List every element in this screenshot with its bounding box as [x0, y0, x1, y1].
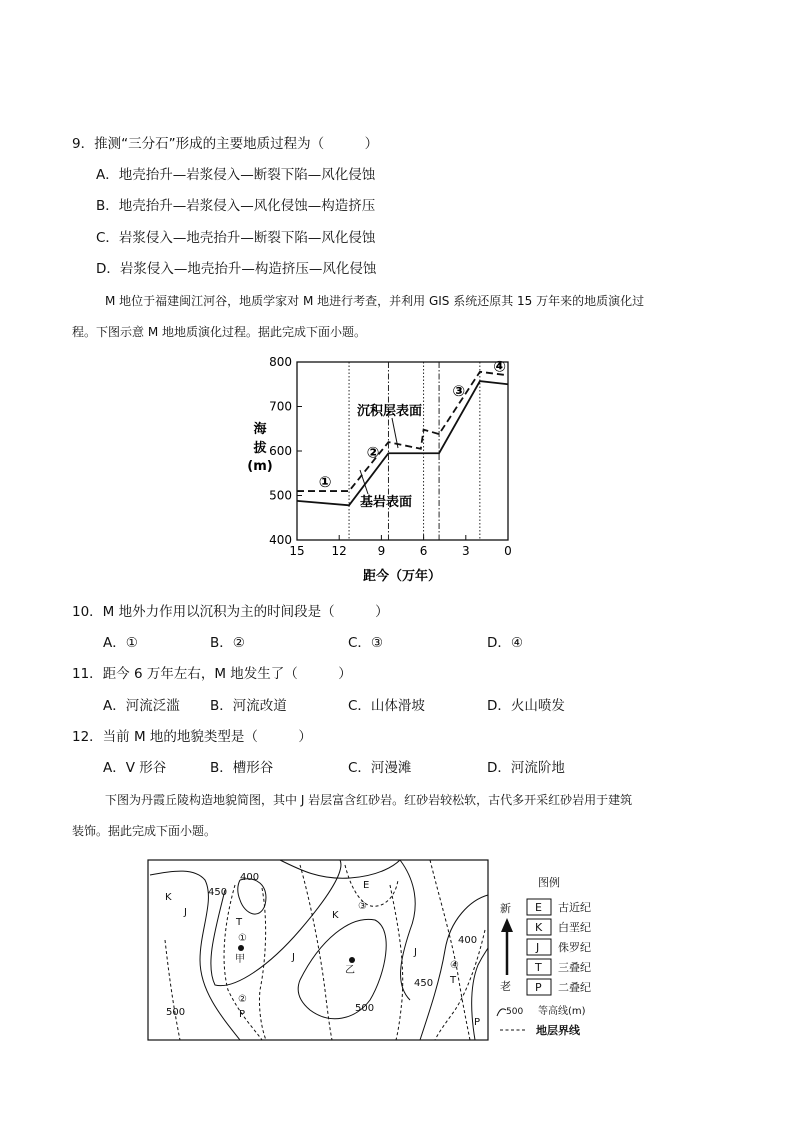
q10-option-b: B．②	[210, 635, 245, 651]
legend-contour-sample	[497, 1009, 506, 1016]
svg-text:J: J	[536, 941, 540, 954]
contour-line	[211, 860, 341, 986]
legend-row-p	[527, 979, 591, 995]
x-tick-label: 0	[504, 544, 512, 558]
layer-label-k-west: K	[165, 892, 172, 903]
svg-text:二叠纪: 二叠纪	[558, 981, 591, 994]
x-tick-label: 6	[419, 544, 428, 558]
stage-marker: ③	[452, 381, 466, 400]
contour-label-400-east: 400	[458, 935, 478, 946]
map-legend	[497, 875, 591, 1037]
svg-text:白垩纪: 白垩纪	[558, 921, 591, 934]
q9-option-c: C．岩浆侵入—地壳抬升—断裂下陷—风化侵蚀	[96, 230, 376, 246]
layer-label-k-center: K	[332, 910, 339, 921]
q10-stem: 10．M 地外力作用以沉积为主的时间段是（ ）	[72, 604, 389, 620]
contour-label-400-west: 400	[240, 872, 260, 883]
contour-line	[238, 879, 266, 914]
q10-option-c: C．③	[348, 635, 384, 651]
q12-stem: 12．当前 M 地的地貌类型是（ ）	[72, 729, 312, 745]
y-axis-label-2: 拔	[253, 441, 267, 456]
point-jia-marker	[238, 945, 244, 951]
q9-option-d: D．岩浆侵入—地壳抬升—构造挤压—风化侵蚀	[96, 261, 377, 277]
contour-label-450-west: 450	[208, 887, 228, 898]
place-label-jia: 甲	[235, 954, 245, 965]
y-axis-label-1: 海	[253, 422, 267, 437]
stratum-boundary	[390, 885, 403, 1040]
q10-option-d: D．④	[487, 635, 523, 651]
x-tick-label: 15	[289, 544, 305, 558]
layer-label-j-middle: J	[292, 952, 295, 963]
layer-label-p-east: P	[474, 1017, 481, 1028]
point-label-4: ④	[450, 960, 459, 971]
q9-stem: 9．推测“三分石”形成的主要地质过程为（ ）	[72, 136, 379, 152]
passage1-line2: 程。下图示意 M 地地质演化过程。据此完成下面小题。	[72, 325, 366, 339]
legend-boundary-name: 地层界线	[536, 1024, 580, 1037]
contour-label-500-center: 500	[355, 1003, 375, 1014]
stage-marker: ②	[366, 443, 380, 462]
legend-old: 老	[500, 980, 511, 993]
layer-label-j-east: J	[414, 947, 417, 958]
legend-row-k	[527, 919, 591, 935]
point-label-1: ①	[238, 933, 247, 944]
layer-label-j-west: J	[184, 907, 187, 918]
y-tick-label: 700	[269, 399, 292, 414]
passage2-line2: 装饰。据此完成下面小题。	[72, 824, 217, 838]
x-axis-title: 距今（万年）	[362, 569, 442, 584]
q11-option-a: A．河流泛滥	[103, 698, 180, 714]
q12-option-d: D．河流阶地	[487, 760, 565, 776]
q9-option-a: A．地壳抬升—岩浆侵入—断裂下陷—风化侵蚀	[96, 167, 376, 183]
svg-text:三叠纪: 三叠纪	[558, 961, 591, 974]
layer-label-e: E	[363, 880, 370, 891]
chart-plot-area	[269, 355, 512, 558]
layer-label-p-west: P	[239, 1009, 246, 1020]
stratum-boundary	[165, 940, 180, 1040]
svg-text:侏罗纪: 侏罗纪	[558, 941, 591, 954]
q12-option-b: B．槽形谷	[210, 760, 274, 776]
layer-label-t-east: T	[450, 975, 457, 986]
q11-option-d: D．火山喷发	[487, 698, 565, 714]
layer-label-t-west: T	[236, 917, 243, 928]
point-yi-marker	[349, 957, 355, 963]
svg-text:古近纪: 古近纪	[558, 901, 591, 914]
contour-label-500-west: 500	[166, 1007, 186, 1018]
stage-marker: ①	[318, 473, 332, 492]
y-tick-label: 600	[269, 444, 292, 458]
passage2-line1: 下图为丹霞丘陵构造地貌简图，其中 J 岩层富含红砂岩。红砂岩较松软，古代多开采红砂岩用于建筑	[105, 793, 633, 807]
evolution-chart	[0, 345, 794, 595]
stage-marker: ④	[493, 357, 506, 376]
stratum-boundary	[430, 860, 470, 1040]
y-tick-label: 800	[269, 355, 292, 369]
legend-row-t	[527, 959, 591, 975]
place-label-yi: 乙	[345, 965, 355, 976]
y-tick-label: 500	[269, 488, 292, 503]
svg-text:P: P	[535, 981, 542, 994]
q12-option-c: C．河漫滩	[348, 760, 412, 776]
y-axis-label-3: (m)	[247, 459, 273, 474]
bedrock-surface-label: 基岩表面	[360, 495, 413, 510]
x-tick-label: 9	[377, 544, 386, 558]
q11-option-b: B．河流改道	[210, 698, 287, 714]
svg-text:E: E	[535, 901, 542, 914]
legend-contour-value: 500	[506, 1007, 524, 1017]
legend-new: 新	[500, 902, 511, 915]
sediment-surface-label: 沉积层表面	[357, 404, 423, 419]
svg-text:K: K	[535, 921, 543, 934]
y-tick-label: 400	[269, 533, 292, 547]
q11-option-c: C．山体滑坡	[348, 698, 425, 714]
legend-contour-name: 等高线(m)	[538, 1006, 586, 1017]
point-label-3: ③	[358, 901, 367, 912]
contour-label-450-east: 450	[414, 978, 434, 989]
q12-option-a: A．V 形谷	[103, 760, 167, 776]
legend-row-e	[527, 899, 591, 915]
danxia-structure-map	[0, 850, 794, 1050]
x-tick-label: 3	[461, 544, 470, 558]
q9-option-b: B．地壳抬升—岩浆侵入—风化侵蚀—构造挤压	[96, 198, 376, 214]
legend-arrow-head	[501, 918, 513, 932]
legend-row-j	[527, 939, 591, 955]
legend-title: 图例	[538, 876, 560, 889]
q10-option-a: A．①	[103, 635, 138, 651]
passage1-line1: M 地位于福建闽江河谷，地质学家对 M 地进行考查，并利用 GIS 系统还原其 15 万年来的地质演化过	[105, 294, 645, 308]
point-label-2: ②	[238, 994, 247, 1005]
q11-stem: 11．距今 6 万年左右，M 地发生了（ ）	[72, 666, 352, 682]
x-tick-label: 12	[331, 544, 347, 558]
svg-text:T: T	[535, 961, 542, 974]
